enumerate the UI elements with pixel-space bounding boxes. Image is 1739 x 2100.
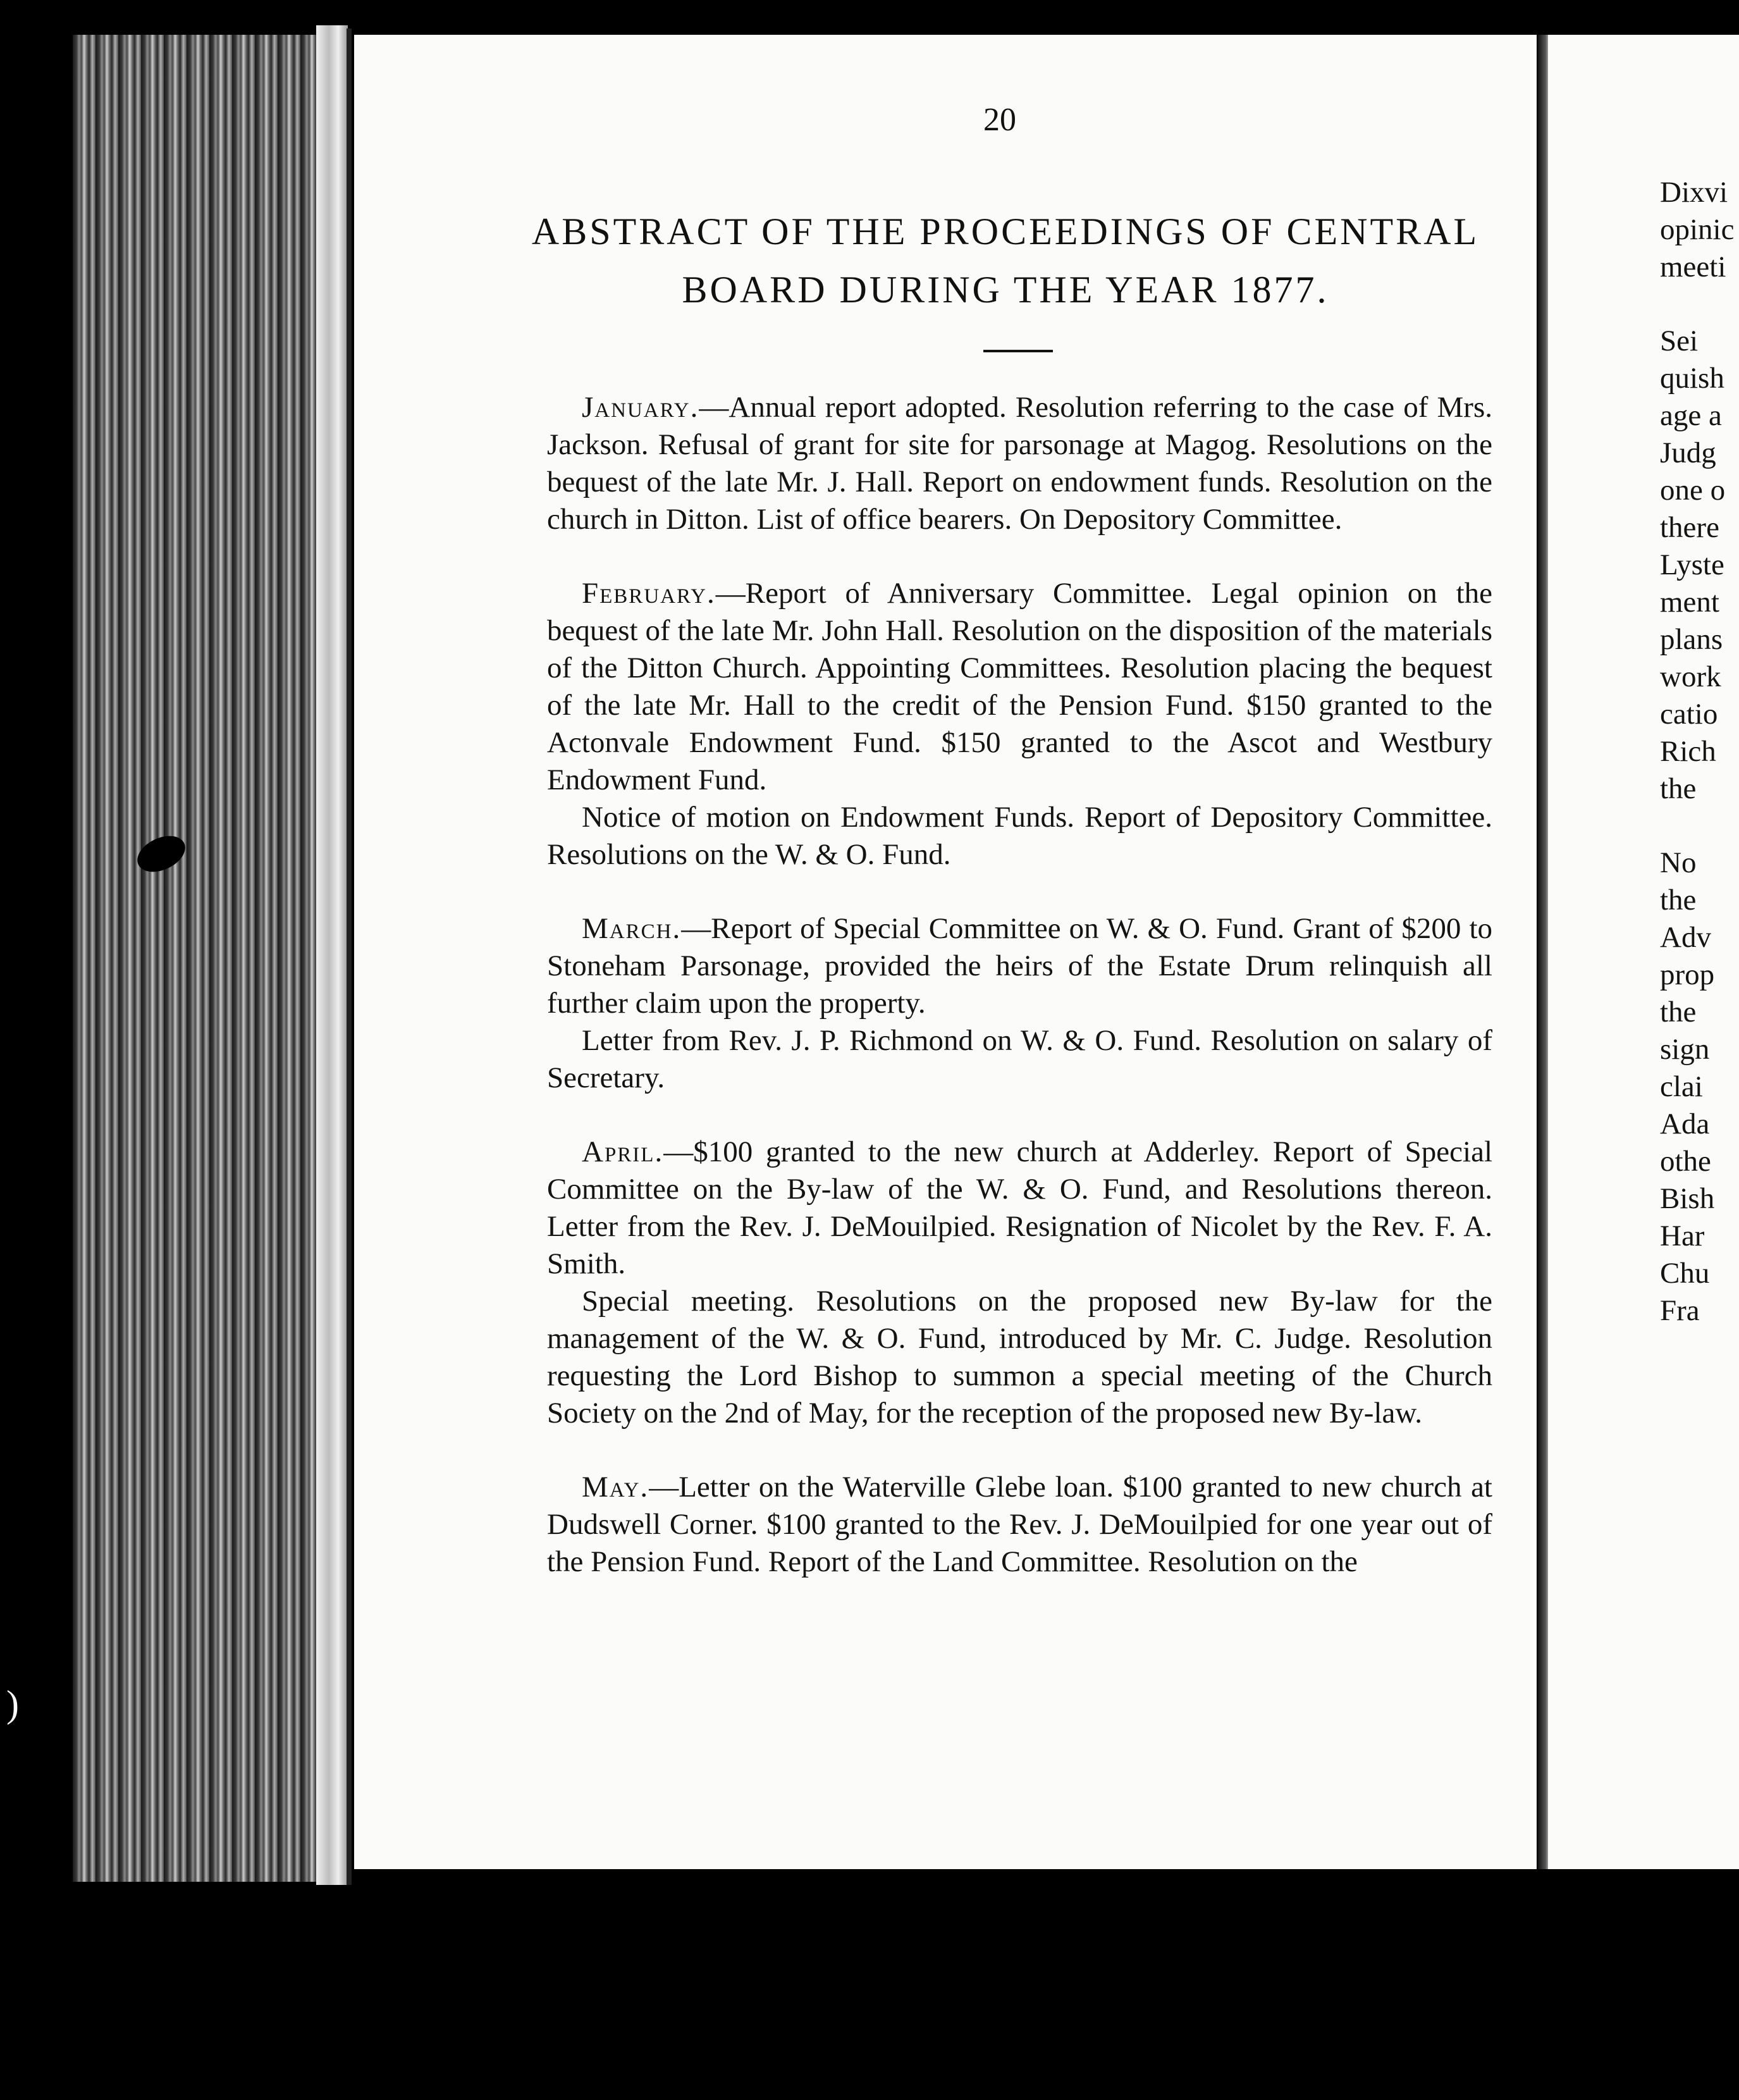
facing-page-line: Adv <box>1660 921 1711 954</box>
facing-page-text <box>1660 174 1739 1330</box>
title-line-1: ABSTRACT OF THE PROCEEDINGS OF CENTRAL <box>531 211 1480 252</box>
facing-page-line: work <box>1660 660 1721 693</box>
section-text: —Report of Special Committee on W. & O. Fund. Grant of $200 to Stoneham Parsonage, provided the heirs of the Estate Drum relinquish all further claim upon the property. <box>547 912 1492 1020</box>
facing-page-line: the <box>1660 772 1697 805</box>
facing-page-line: othe <box>1660 1145 1711 1178</box>
month-heading: May. <box>582 1471 649 1504</box>
section-march <box>547 910 1492 1022</box>
facing-page-line: clai <box>1660 1070 1703 1103</box>
title-divider <box>983 350 1053 352</box>
facing-page-line: catio <box>1660 698 1718 731</box>
facing-page-line: sign <box>1660 1033 1710 1066</box>
month-heading: January. <box>582 391 699 424</box>
facing-page-line: Dixvi <box>1660 176 1728 209</box>
margin-mark: ) <box>6 1683 19 1725</box>
paragraph-gap <box>1660 808 1739 844</box>
facing-page-line: Fra <box>1660 1294 1700 1327</box>
section-april <box>547 1133 1492 1283</box>
facing-page-line: Rich <box>1660 735 1716 768</box>
section-april-continuation: Special meeting. Resolutions on the proposed new By-law for the management of the W. & O. Fund, introduced by Mr. C. Judge. Resolution requesting the Lord Bishop to summon a special meeting of the Church Society on the 2nd of May, for the reception of the proposed new By-law. <box>547 1285 1492 1430</box>
page-edge-highlight <box>316 25 348 1885</box>
facing-page-line: Bish <box>1660 1182 1715 1215</box>
section-text: —Report of Anniversary Committee. Legal opinion on the bequest of the late Mr. John Hall. Resolution on the disposition of the materials of the Ditton Church. Appointing Committees. Resolution placing the bequest of the late Mr. Hall to the credit of the Pension Fund. $150 granted to the Actonvale Endowment Fund. $150 granted to the Ascot and Westbury Endowment Fund. <box>547 577 1492 796</box>
section-january <box>547 389 1492 538</box>
page-title <box>531 202 1480 319</box>
section-march-continuation: Letter from Rev. J. P. Richmond on W. & O. Fund. Resolution on salary of Secretary. <box>547 1024 1492 1094</box>
facing-page-line: Ada <box>1660 1108 1710 1140</box>
title-line-2: BOARD DURING THE YEAR 1877. <box>682 269 1329 311</box>
section-february <box>547 575 1492 799</box>
book-spine-page-edges <box>73 35 345 1882</box>
facing-page-line: Chu <box>1660 1257 1710 1290</box>
section-february-continuation: Notice of motion on Endowment Funds. Report of Depository Committee. Resolutions on the W. & O. Fund. <box>547 801 1492 871</box>
facing-page-line: age a <box>1660 399 1722 432</box>
paragraph-gap <box>1660 286 1739 323</box>
facing-page-line: Sei <box>1660 324 1699 357</box>
facing-page-line: the <box>1660 884 1697 917</box>
section-text: —$100 granted to the new church at Adderley. Report of Special Committee on the By-law of the W. & O. Fund, and Resolutions thereon. Letter from the Rev. J. DeMouilpied. Resignation of Nicolet by the Rev. F. A. Smith. <box>547 1135 1492 1280</box>
facing-page-line: Har <box>1660 1220 1705 1252</box>
facing-page-line: opinic <box>1660 213 1735 246</box>
facing-page-line: one o <box>1660 474 1726 507</box>
month-heading: March. <box>582 912 682 945</box>
section-text: —Annual report adopted. Resolution referring to the case of Mrs. Jackson. Refusal of grant for site for parsonage at Magog. Resolutions on the bequest of the late Mr. J. Hall. Report on endowment funds. Resolution on the church in Ditton. List of office bearers. On Depository Committee. <box>547 391 1492 536</box>
facing-page-line: Judg <box>1660 436 1716 469</box>
facing-page-line: plans <box>1660 623 1723 656</box>
facing-page-line: prop <box>1660 958 1715 991</box>
facing-page-line: No <box>1660 846 1697 879</box>
facing-page-line: meeti <box>1660 250 1726 283</box>
section-may <box>547 1469 1492 1581</box>
facing-page-line: there <box>1660 511 1719 544</box>
page-number: 20 <box>983 102 1016 138</box>
facing-page-line: the <box>1660 996 1697 1028</box>
month-heading: February. <box>582 577 716 610</box>
page-border <box>347 28 352 1885</box>
section-text: —Letter on the Waterville Glebe loan. $100 granted to new church at Dudswell Corner. $100 granted to the Rev. J. DeMouilpied for one year out of the Pension Fund. Report of the Land Committee. Resolution on the <box>547 1471 1492 1578</box>
facing-page-line: Lyste <box>1660 548 1724 581</box>
facing-page-line: ment <box>1660 586 1719 619</box>
facing-page-line: quish <box>1660 362 1724 395</box>
month-heading: April. <box>582 1135 664 1168</box>
proceedings-body <box>547 389 1492 1581</box>
